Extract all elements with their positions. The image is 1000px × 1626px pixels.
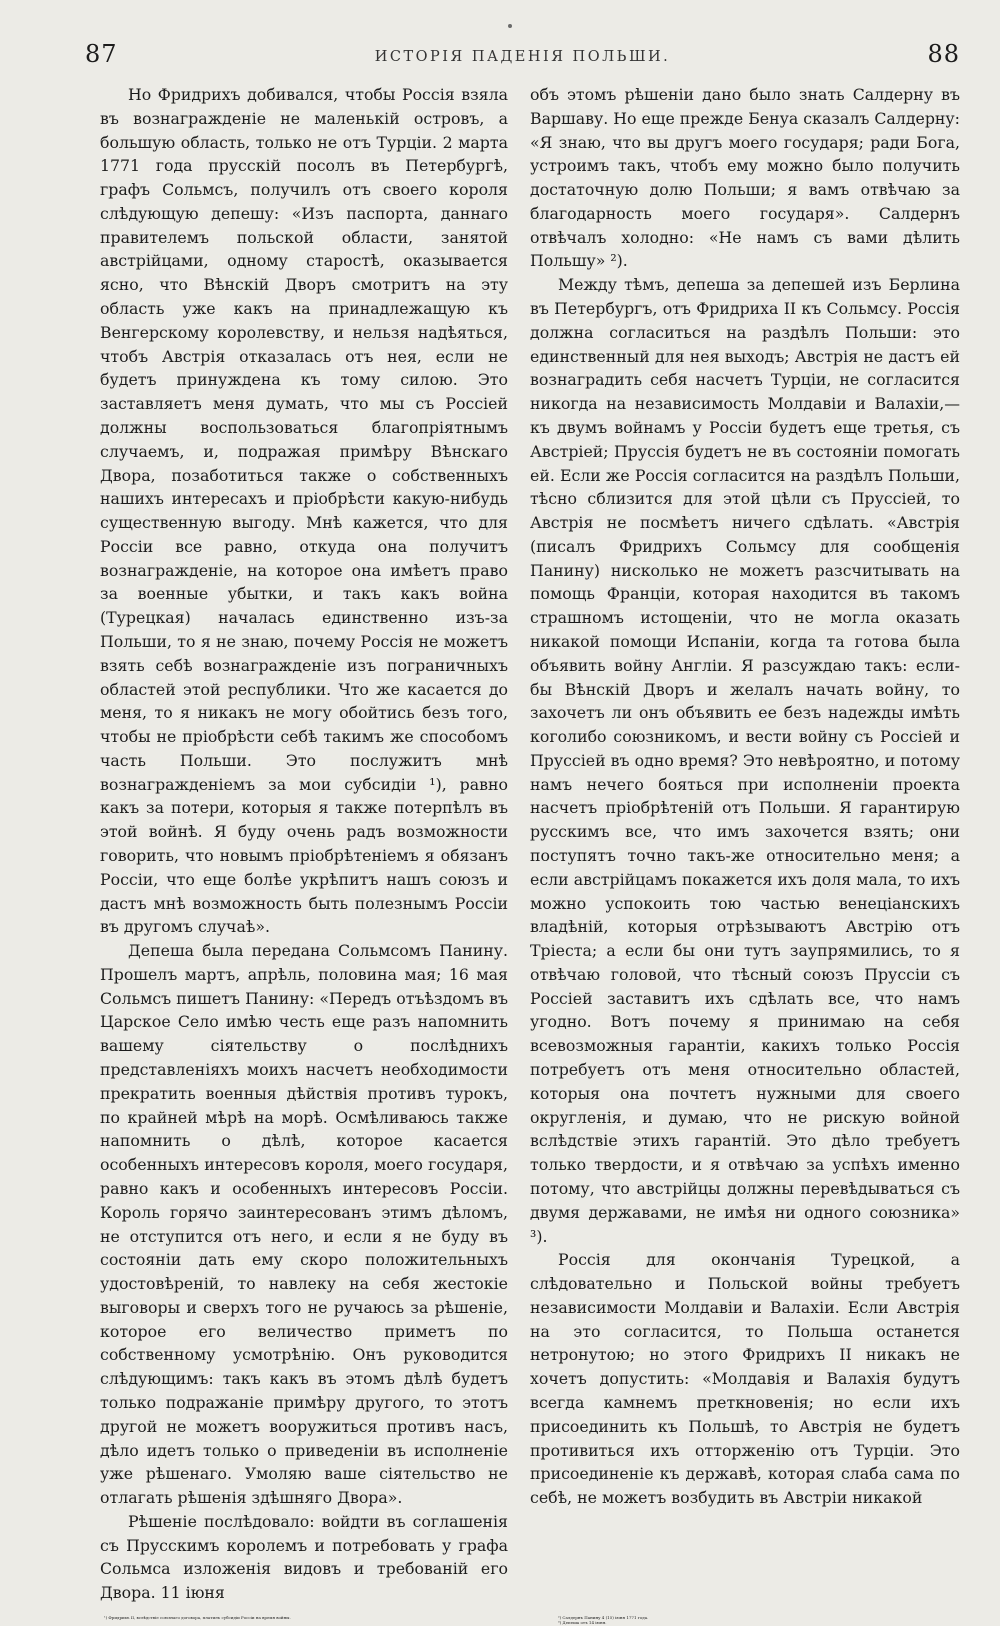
page-number-right: 88 xyxy=(927,40,960,68)
paragraph: Депеша была передана Сольмсомъ Панину. Прошелъ мартъ, апрѣль, половина мая; 16 мая Сольмсъ пишетъ Панину: «Передъ отъѣздомъ въ Царское Село имѣю честь еще разъ напомнить вашему сіятельству о послѣднихъ представленіяхъ моихъ насчетъ необходимости прекратить военныя дѣйствія противъ турокъ, по крайней мѣрѣ на морѣ. Осмѣливаюсь также напомнить о дѣлѣ, которое касается особенныхъ интересовъ короля, моего государя, равно какъ и особенныхъ интересовъ Россіи. Король горячо заинтересованъ этимъ дѣломъ, не отступится отъ него, и если я не буду въ состояніи дать ему скоро положительныхъ удостовѣреній, то навлеку на себя жестокіе выговоры и сверхъ того не ручаюсь за рѣшеніе, которое его величество приметъ по собственному усмотрѣнію. Онъ руководится слѣдующимъ: такъ какъ въ этомъ дѣлѣ будетъ только подражаніе примѣру другого, то этотъ другой не можетъ вооружиться противъ насъ, дѣло идетъ только о приведеніи въ исполненіе уже рѣшенаго. Умоляю ваше сіятельство не отлагать рѣшенія здѣшняго Двора». xyxy=(100,941,508,1508)
running-title: ИСТОРІЯ ПАДЕНІЯ ПОЛЬШИ. xyxy=(374,49,671,65)
footnotes-right xyxy=(538,1615,958,1626)
footnote: ³) Депеша отъ 14 іюня. xyxy=(558,1620,607,1626)
footnote: ¹) Фридрихъ II, вслѣдствіе союзнаго договора, платилъ субсидіи Россіи на время войны. xyxy=(104,1615,291,1620)
paragraph: объ этомъ рѣшеніи дано было знать Салдерну въ Варшаву. Но еще прежде Бенуа сказалъ Салдерну: «Я знаю, что вы другъ моего государя; ради Бога, устроимъ такъ, чтобъ ему можно было получить достаточную долю Польши; я вамъ отвѣчаю за благодарность моего государя». Салдернъ отвѣчалъ холодно: «Не намъ съ вами дѣлить Польшу» ²). xyxy=(530,85,960,271)
paragraph: Рѣшеніе послѣдовало: войдти въ соглашенія съ Прусскимъ королемъ и потребовать у графа Сольмса изложенія видовъ и требованій его Двора. 11 іюня xyxy=(100,1511,508,1603)
page-header xyxy=(85,40,960,76)
paragraph: Но Фридрихъ добивался, чтобы Россія взяла въ вознагражденіе не маленькій островъ, а большую область, только не отъ Турціи. 2 марта 1771 года прусскій посолъ въ Петербургѣ, графъ Сольмсъ, получилъ отъ своего короля слѣдующую депешу: «Изъ паспорта, даннаго правителемъ польской области, занятой австрійцами, одному старостѣ, оказывается ясно, что Вѣнскій Дворъ смотритъ на эту область уже какъ на принадлежащую къ Венгерскому королевству, и нельзя надѣяться, чтобъ Австрія отказалась отъ нея, если не будетъ принуждена къ тому силою. Это заставляетъ меня думать, что мы съ Россіей должны воспользоваться благопріятнымъ случаемъ, и, подражая примѣру Вѣнскаго Двора, позаботиться также о собственныхъ нашихъ интересахъ и пріобрѣсти какую-нибудь существенную выгоду. Мнѣ кажется, что для Россіи все равно, откуда она получитъ вознагражденіе, на которое она имѣетъ право за военные убытки, и такъ какъ война (Турецкая) началась единственно изъ-за Польши, то я не знаю, почему Россія не можетъ взять себѣ вознагражденіе изъ пограничныхъ областей этой республики. Что же касается до меня, то я никакъ не могу обойтись безъ того, чтобы не пріобрѣсти себѣ такимъ же способомъ часть Польши. Это послужитъ мнѣ вознагражденіемъ за мои субсидіи ¹), равно какъ за потери, которыя я также потерпѣлъ въ этой войнѣ. Я буду очень радъ возможности говорить, что новымъ пріобрѣтеніемъ я обязанъ Россіи, что еще болѣе укрѣпитъ нашъ союзъ и дастъ мнѣ возможность быть полезнымъ Россіи въ другомъ случаѣ». xyxy=(100,85,508,937)
footnotes-left xyxy=(84,1615,514,1620)
left-column xyxy=(100,83,508,1605)
right-column xyxy=(530,83,960,1510)
page-number-left: 87 xyxy=(85,40,118,68)
print-mark xyxy=(508,24,512,28)
paragraph: Между тѣмъ, депеша за депешей изъ Берлина въ Петербургъ, отъ Фридриха II къ Сольмсу. Россія должна согласиться на раздѣлъ Польши: это единственный для нея выходъ; Австрія не дастъ ей вознаградить себя насчетъ Турціи, не согласится никогда на независимость Молдавіи и Валахіи,—къ двумъ войнамъ у Россіи будетъ еще третья, съ Австріей; Пруссія будетъ не въ состояніи помогать ей. Если же Россія согласится на раздѣлъ Польши, тѣсно сблизится для этой цѣли съ Пруссіей, то Австрія не посмѣетъ ничего сдѣлать. «Австрія (писалъ Фридрихъ Сольмсу для сообщенія Панину) нисколько не можетъ разсчитывать на помощь Франціи, которая находится въ такомъ страшномъ истощеніи, что не могла оказать никакой помощи Испаніи, когда та готова была объявить войну Англіи. Я разсуждаю такъ: если-бы Вѣнскій Дворъ и желалъ начать войну, то захочетъ ли онъ объявить ее безъ надежды имѣть коголибо союзникомъ, и вести войну съ Россіей и Пруссіей въ одно время? Это невѣроятно, и потому намъ нечего бояться при исполненіи проекта насчетъ пріобрѣтеній отъ Польши. Я гарантирую русскимъ все, что имъ захочется взять; они поступятъ точно такъ-же относительно меня; а если австрійцамъ покажется ихъ доля мала, то ихъ можно успокоить тою частью венеціанскихъ владѣній, которыя отрѣзываютъ Австрію отъ Тріеста; а если бы они тутъ заупрямились, то я отвѣчаю головой, что тѣсный союзъ Пруссіи съ Россіей заставитъ ихъ сдѣлать все, что намъ угодно. Вотъ почему я принимаю на себя всевозможныя гарантіи, какихъ только Россія потребуетъ отъ меня относительно областей, которыя она почтетъ нужными для своего округленія, и думаю, что не рискую войной вслѣдствіе этихъ гарантій. Это дѣло требуетъ только твердости, и я отвѣчаю за успѣхъ именно потому, что австрійцы должны перевѣдываться съ двумя державами, не имѣя ни одного союзника» ³). xyxy=(530,275,960,1246)
footnote: ²) Салдернъ Панину 4 (15) іюня 1771 года. xyxy=(558,1615,649,1620)
paragraph: Россія для окончанія Турецкой, а слѣдовательно и Польской войны требуетъ независимости Молдавіи и Валахіи. Если Австрія на это согласится, то Польша останется нетронутою; но этого Фридрихъ II никакъ не хочетъ допустить: «Молдавія и Валахія будутъ всегда камнемъ преткновенія; но если ихъ присоединить къ Польшѣ, то Австрія не будетъ противиться ихъ отторженію отъ Турціи. Это присоединеніе къ державѣ, которая слаба сама по себѣ, не можетъ возбудить въ Австріи никакой xyxy=(530,1250,960,1508)
